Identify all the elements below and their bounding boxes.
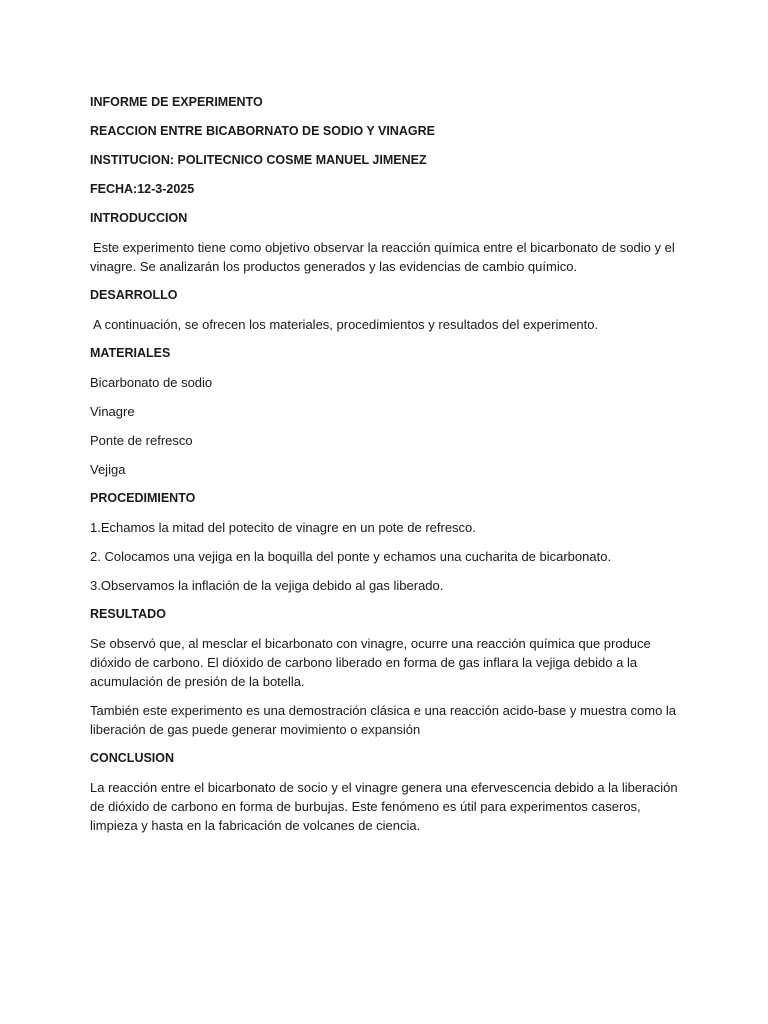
procedimiento-step: 1.Echamos la mitad del potecito de vinagre en un pote de refresco.	[90, 520, 476, 535]
conclusion-text: La reacción entre el bicarbonato de socio y el vinagre genera una efervescencia debido a la liberación de dióxido de carbono en forma de burbujas. Este fenómeno es útil para experimentos caseros, limpieza y hasta en la fabricación de volcanes de ciencia.	[90, 780, 678, 833]
resultado-paragraph: Se observó que, al mesclar el bicarbonato con vinagre, ocurre una reacción química que produce dióxido de carbono. El dióxido de carbono liberado en forma de gas inflara la vejiga debido a la acumulación de presión de la botella.	[90, 636, 651, 689]
document-subject: REACCION ENTRE BICABORNATO DE SODIO Y VINAGRE	[90, 124, 435, 138]
materiales-heading: MATERIALES	[90, 346, 171, 360]
desarrollo-text: A continuación, se ofrecen los materiales, procedimientos y resultados del experimento.	[93, 317, 599, 332]
introduccion-text: Este experimento tiene como objetivo observar la reacción química entre el bicarbonato de sodio y el vinagre. Se analizarán los productos generados y las evidencias de cambio químico.	[90, 240, 675, 274]
material-item: Vinagre	[90, 404, 135, 419]
desarrollo-heading: DESARROLLO	[90, 288, 178, 302]
document-date: FECHA:12-3-2025	[90, 182, 195, 196]
resultado-heading: RESULTADO	[90, 607, 166, 621]
resultado-paragraph: También este experimento es una demostración clásica e una reacción acido-base y muestra como la liberación de gas puede generar movimiento o expansión	[90, 703, 677, 737]
introduccion-heading: INTRODUCCION	[90, 211, 188, 225]
document-page	[90, 93, 690, 845]
material-item: Vejiga	[90, 462, 126, 477]
procedimiento-heading: PROCEDIMIENTO	[90, 491, 196, 505]
procedimiento-step: 2. Colocamos una vejiga en la boquilla del ponte y echamos una cucharita de bicarbonato.	[90, 549, 612, 564]
material-item: Bicarbonato de sodio	[90, 375, 213, 390]
material-item: Ponte de refresco	[90, 433, 193, 448]
document-title: INFORME DE EXPERIMENTO	[90, 95, 263, 109]
document-institution: INSTITUCION: POLITECNICO COSME MANUEL JIMENEZ	[90, 153, 427, 167]
conclusion-heading: CONCLUSION	[90, 751, 175, 765]
procedimiento-step: 3.Observamos la inflación de la vejiga debido al gas liberado.	[90, 578, 444, 593]
